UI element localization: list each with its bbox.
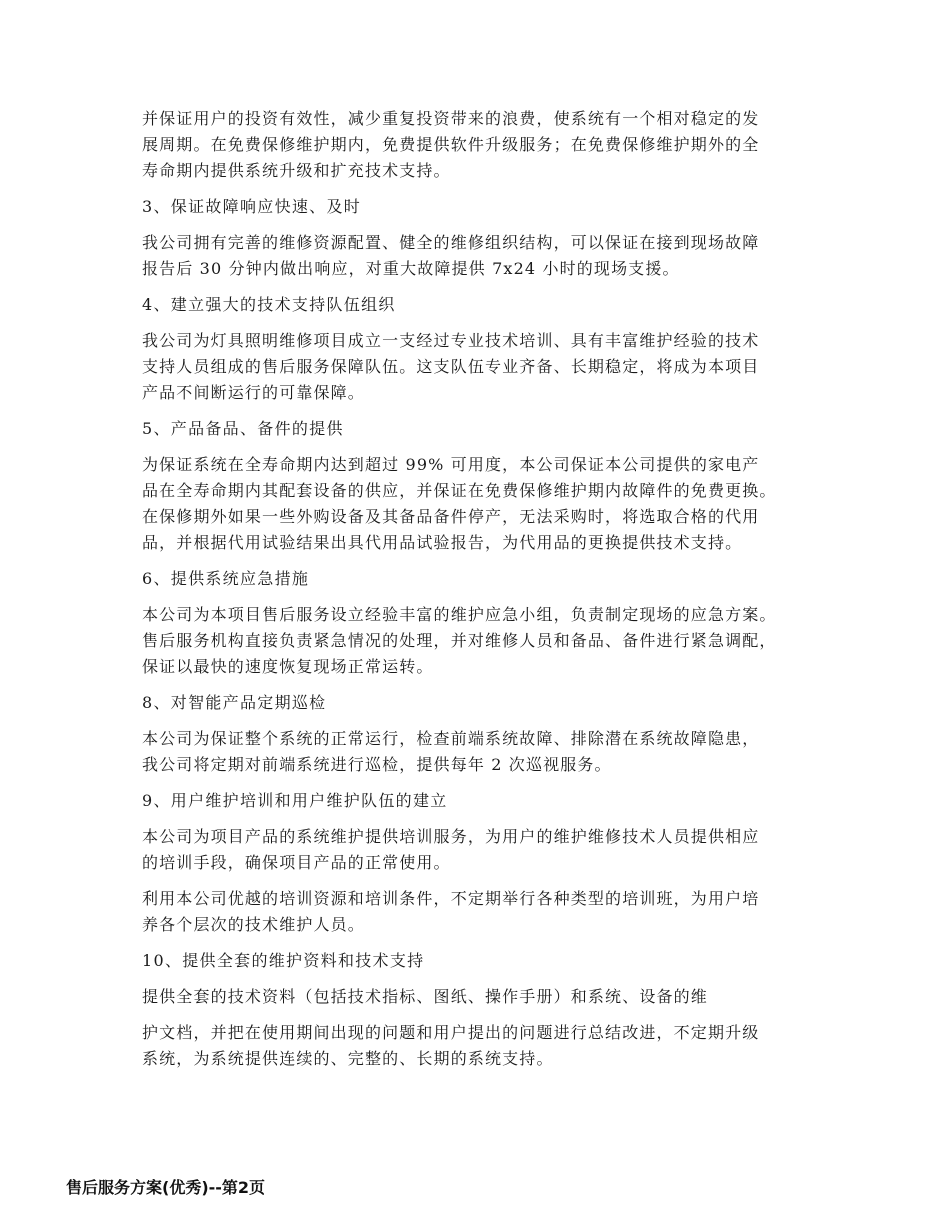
section-heading: 10、提供全套的维护资料和技术支持 — [142, 951, 425, 970]
paragraph-line: 我公司拥有完善的维修资源配置、健全的维修组织结构，可以保证在接到现场故障 — [142, 233, 760, 252]
section-heading: 4、建立强大的技术支持队伍组织 — [142, 295, 396, 314]
paragraph-line: 保证以最快的速度恢复现场正常运转。 — [142, 657, 434, 676]
page-footer: 售后服务方案(优秀)--第2页 — [66, 1178, 266, 1197]
paragraph-line: 展周期。在免费保修维护期内，免费提供软件升级服务；在免费保修维护期外的全 — [142, 135, 760, 154]
section-heading: 5、产品备品、备件的提供 — [142, 419, 344, 438]
paragraph — [142, 452, 822, 556]
paragraph — [142, 1020, 822, 1072]
paragraph-line: 护文档，并把在使用期间出现的问题和用户提出的问题进行总结改进，不定期升级 — [142, 1023, 760, 1042]
section-heading: 8、对智能产品定期巡检 — [142, 693, 327, 712]
paragraph — [142, 824, 822, 876]
paragraph-line: 售后服务机构直接负责紧急情况的处理，并对维修人员和备品、备件进行紧急调配， — [142, 631, 777, 650]
paragraph-line: 支持人员组成的售后服务保障队伍。这支队伍专业齐备、长期稳定，将成为本项目 — [142, 357, 760, 376]
paragraph-line: 养各个层次的技术维护人员。 — [142, 915, 365, 934]
paragraph-line: 品，并根据代用试验结果出具代用品试验报告，为代用品的更换提供技术支持。 — [142, 533, 743, 552]
paragraph-line: 品在全寿命期内其配套设备的供应，并保证在免费保修维护期内故障件的免费更换。 — [142, 481, 777, 500]
paragraph-line: 的培训手段，确保项目产品的正常使用。 — [142, 853, 451, 872]
paragraph — [142, 328, 822, 406]
section-heading: 9、用户维护培训和用户维护队伍的建立 — [142, 791, 448, 810]
document-body — [142, 106, 822, 1082]
paragraph-line: 为保证系统在全寿命期内达到超过 99% 可用度，本公司保证本公司提供的家电产 — [142, 455, 760, 474]
paragraph-line: 寿命期内提供系统升级和扩充技术支持。 — [142, 161, 451, 180]
paragraph-line: 利用本公司优越的培训资源和培训条件，不定期举行各种类型的培训班，为用户培 — [142, 889, 760, 908]
paragraph-line: 提供全套的技术资料（包括技术指标、图纸、操作手册）和系统、设备的维 — [142, 987, 708, 1006]
paragraph-line: 我公司为灯具照明维修项目成立一支经过专业技术培训、具有丰富维护经验的技术 — [142, 331, 760, 350]
paragraph-line: 系统，为系统提供连续的、完整的、长期的系统支持。 — [142, 1049, 554, 1068]
paragraph-line: 本公司为保证整个系统的正常运行，检查前端系统故障、排除潜在系统故障隐患， — [142, 729, 760, 748]
paragraph — [142, 106, 822, 184]
section-heading: 6、提供系统应急措施 — [142, 569, 310, 588]
paragraph-line: 在保修期外如果一些外购设备及其备品备件停产，无法采购时，将选取合格的代用 — [142, 507, 760, 526]
paragraph-line: 本公司为本项目售后服务设立经验丰富的维护应急小组，负责制定现场的应急方案。 — [142, 605, 777, 624]
paragraph-line: 报告后 30 分钟内做出响应，对重大故障提供 7x24 小时的现场支援。 — [142, 259, 680, 278]
paragraph-line: 并保证用户的投资有效性，减少重复投资带来的浪费，使系统有一个相对稳定的发 — [142, 109, 760, 128]
paragraph — [142, 602, 822, 680]
paragraph-line: 我公司将定期对前端系统进行巡检，提供每年 2 次巡视服务。 — [142, 755, 612, 774]
paragraph — [142, 886, 822, 938]
section-heading: 3、保证故障响应快速、及时 — [142, 197, 362, 216]
paragraph — [142, 984, 822, 1010]
paragraph — [142, 726, 822, 778]
paragraph-line: 产品不间断运行的可靠保障。 — [142, 383, 365, 402]
paragraph — [142, 230, 822, 282]
paragraph-line: 本公司为项目产品的系统维护提供培训服务，为用户的维护维修技术人员提供相应 — [142, 827, 760, 846]
